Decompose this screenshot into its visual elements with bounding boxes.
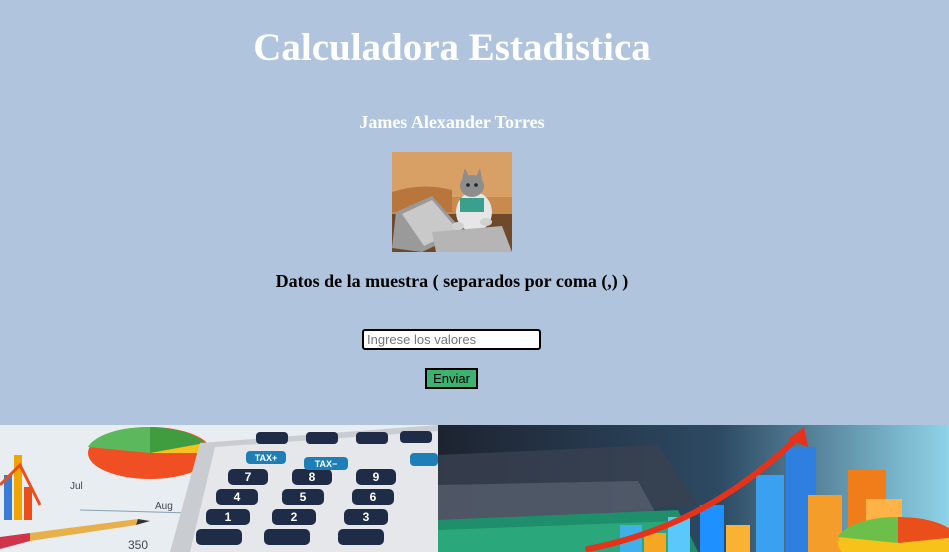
- svg-text:Jul: Jul: [70, 481, 83, 492]
- svg-text:8: 8: [308, 470, 316, 484]
- svg-text:5: 5: [299, 490, 307, 504]
- svg-text:1: 1: [224, 510, 232, 524]
- page-title: Calculadora Estadistica: [253, 26, 651, 69]
- submit-button[interactable]: Enviar: [425, 368, 478, 389]
- svg-text:7: 7: [244, 470, 252, 484]
- svg-text:TAX−: TAX−: [314, 459, 338, 469]
- svg-text:6: 6: [369, 490, 377, 504]
- svg-text:Aug: Aug: [155, 501, 173, 512]
- svg-text:9: 9: [372, 470, 380, 484]
- svg-text:4: 4: [233, 490, 241, 504]
- svg-text:2: 2: [290, 510, 298, 524]
- svg-text:TAX+: TAX+: [254, 453, 278, 463]
- svg-text:3: 3: [362, 510, 370, 524]
- sample-data-label: Datos de la muestra ( separados por coma (,) ): [275, 271, 629, 291]
- cat-typing-on-laptop-icon: [392, 152, 512, 252]
- author-name: James Alexander Torres: [359, 112, 545, 132]
- calculator-and-charts-icon: [0, 425, 438, 552]
- rising-bar-chart-arrow-icon: [438, 425, 949, 552]
- values-input[interactable]: [362, 329, 541, 350]
- svg-text:350: 350: [128, 538, 149, 552]
